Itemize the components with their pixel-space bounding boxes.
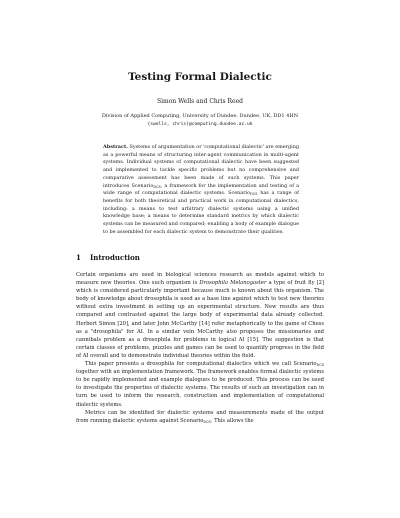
paragraph-3 [76, 409, 324, 425]
paragraph-3-text-b: . This allows the [210, 417, 254, 424]
section-title: Introduction [90, 253, 140, 262]
paragraph-2 [76, 360, 324, 409]
section-number: 1 [76, 253, 81, 262]
author-emails: {swells, chris}@computing.dundee.ac.uk [147, 121, 253, 127]
abstract-subscript-2: DCS [250, 192, 258, 197]
abstract-subscript-1: DCS [153, 184, 161, 189]
affiliation: Division of Applied Computing, University of Dundee, Dundee, UK, DD1 4HN [101, 113, 299, 119]
section-heading [76, 253, 140, 262]
paragraph-3-text-a: Metrics can be identified for dialectic systems and measurements made of the output from running dialectic systems against Scenario [76, 409, 324, 424]
paper-authors: Simon Wells and Chris Reed [156, 98, 244, 105]
affiliation-block [0, 113, 400, 128]
paragraph-1 [76, 271, 324, 360]
abstract [103, 144, 299, 236]
paragraph-2-subscript: DCS [316, 363, 324, 368]
abstract-text-1: Systems of argumentation or 'computational dialectic' are emerging as a powerful means of structuring inter-agent communication in multi-agent systems. Individual systems of computational dialectic have been suggested and implemented to tackle specific problems but no comprehensive and comparative assessment has been made of such systems. This paper introduces Scenario [103, 144, 299, 189]
paragraph-2-text-a: This paper presents a drosophila for computational dialectics which we call Scenario [85, 361, 317, 368]
paragraph-1-emphasis: Drosophila Melanogaster [199, 280, 267, 287]
abstract-label: Abstract. [103, 144, 128, 150]
abstract-text-3: has a range of benefits for both theoretical and practical work in computational dialectics, including: a means to test arbitrary dialectic systems using a unified knowledge base; a means to determine standard metrics by which dialectic systems can be measured and compared; enabling a body of example dialogue to be assembled for each dialectic system to demonstrate their qualities. [103, 190, 299, 235]
section-body [76, 271, 324, 425]
paragraph-3-subscript: DCS [203, 419, 211, 424]
paragraph-1-text-a: Certain organisms are used in biological sciences research as models against which to measure new theories. One such organism is [76, 272, 324, 287]
abstract-text-2: , a framework for the implementation and testing of a wide range of computational dialectic systems. Scenario [103, 182, 299, 197]
paragraph-2-text-b: together with an implementation framework. The framework enables formal dialectic systems to be rapidly implemented and example dialogues to be produced. This process can be used to investigate the properties of dialectic systems. The results of such an investigation can in turn be used to inform the research, construction and implementation of computational dialectic systems. [76, 369, 324, 408]
paper-title: Testing Formal Dialectic [128, 71, 272, 83]
paragraph-1-text-b: a type of fruit fly [2] which is considered particularly important because much is known about this organism. The body of knowledge about drosophila is used as a base line against which to test new theories without extra investment in setting up an experimental structure. New results are thus compared and contrasted against the large body of experimental data already collected. Herbert Simon [20], and later John McCarthy [14] refer metaphorically to the game of Chess as a "drosophila" for AI. In a similar vein McCarthy also proposes the missionaries and cannibals problem as a drosophila for problems in logical AI [15]. The suggestion is that certain classes of problems, puzzles and games can be used to quantify progress in the field of AI overall and to demonstrate individual theories within the field. [76, 280, 324, 359]
